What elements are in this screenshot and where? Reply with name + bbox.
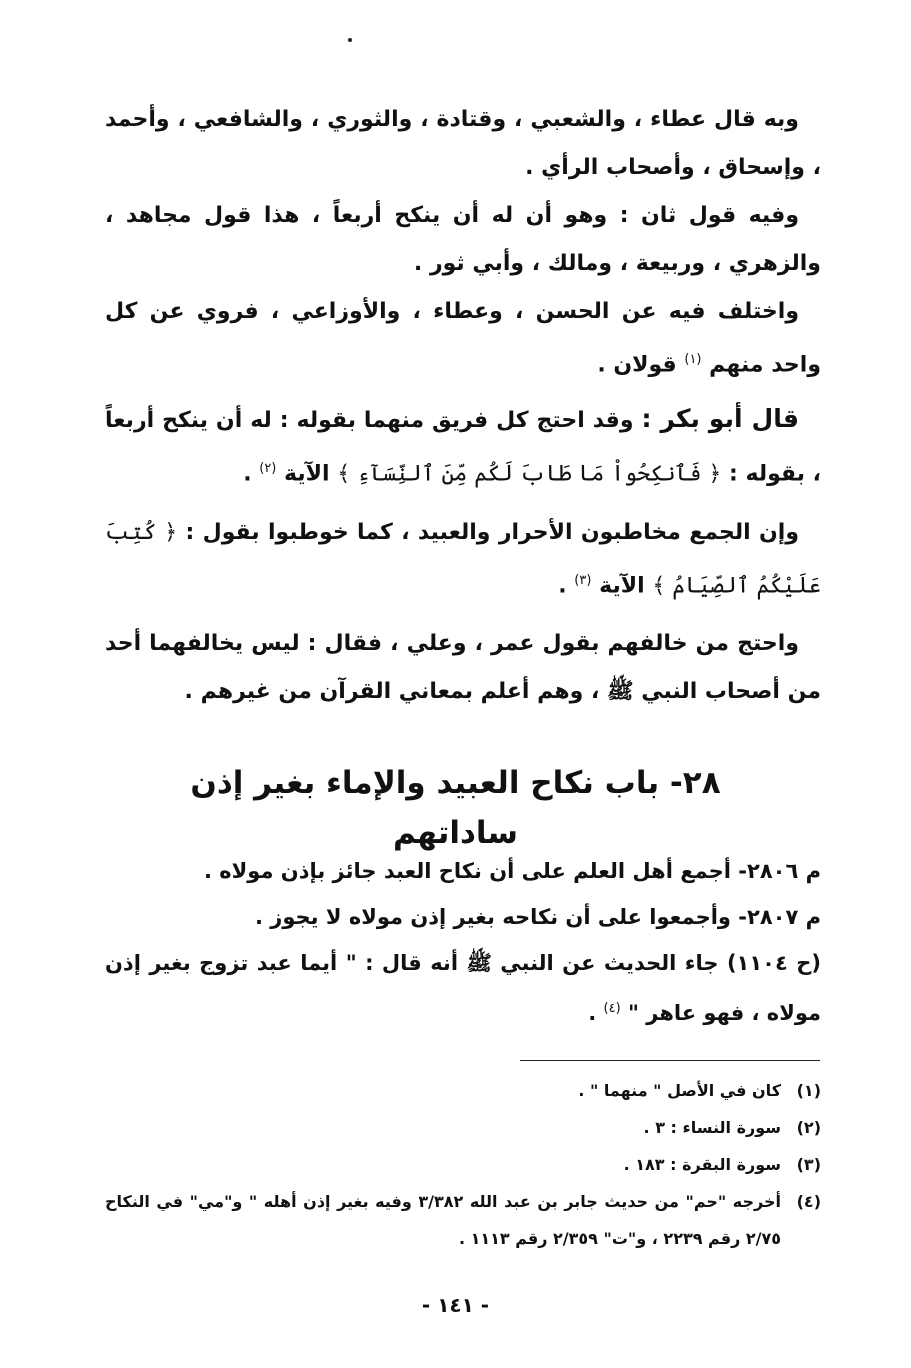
aya-word-1: الآية <box>284 461 330 487</box>
footnote-3-number: (٣) <box>796 1155 821 1174</box>
paragraph-4-text: وقد احتج كل فريق منهما بقوله : له أن ينكح أربعاً ، بقوله : <box>105 408 821 487</box>
paragraph-3-tail: قولان . <box>597 352 677 378</box>
paragraph-5: وإن الجمع مخاطبون الأحرار والعبيد ، كما خوطبوا بقول : ﴿ كُتِبَ عَلَيْكُمُ ٱلصِّيَامُ ﴾ الآية $^{(٣)}$ . <box>105 519 821 598</box>
footnotes <box>105 1072 821 1257</box>
paragraph-2 <box>105 192 821 288</box>
chapter-heading: ٢٨- باب نكاح العبيد والإماء بغير إذن ساداتهم <box>190 765 721 851</box>
paragraph-1 <box>105 96 821 192</box>
paragraph-3-text: واختلف فيه عن الحسن ، وعطاء ، والأوزاعي ، فروي عن كل واحد منهم <box>105 299 821 378</box>
hadith-1104-text: (ح ١١٠٤) جاء الحديث عن النبي ﷺ أنه قال : " أيما عبد تزوج بغير إذن مولاه ، فهو عاهر " <box>105 951 821 1025</box>
paragraph-6-text: واحتج من خالفهم بقول عمر ، وعلي ، فقال : ليس يخالفهما أحد من أصحاب النبي ﷺ ، وهم أعلم بمعاني القرآن من غيرهم . <box>105 630 821 704</box>
footnote-2-text: سورة النساء : ٣ . <box>643 1118 781 1137</box>
abu-bakr-lead: قال أبو بكر : <box>641 404 799 434</box>
footnote-3 <box>105 1146 821 1183</box>
footnote-ref-4: (٤) <box>603 1001 621 1016</box>
page-number: - ١٤١ - <box>421 1293 490 1317</box>
paragraph-5-text: وإن الجمع مخاطبون الأحرار والعبيد ، كما خوطبوا بقول : <box>185 519 799 545</box>
footnote-4 <box>105 1183 821 1257</box>
ruling-2807: م ٢٨٠٧- وأجمعوا على أن نكاحه بغير إذن مولاه لا يجوز . <box>255 905 821 929</box>
main-text <box>105 96 821 716</box>
paragraph-3 <box>105 288 821 389</box>
rulings-section <box>105 848 821 1036</box>
quran-verse-siyam: ﴿ كُتِبَ عَلَيْكُمُ ٱلصِّيَامُ ﴾ <box>105 519 821 598</box>
paragraph-2-text: وفيه قول ثان : وهو أن له أن ينكح أربعاً ، هذا قول مجاهد ، والزهري ، وربيعة ، ومالك ، وأبي ثور . <box>105 203 821 276</box>
ruling-2806: م ٢٨٠٦- أجمع أهل العلم على أن نكاح العبد جائز بإذن مولاه . <box>203 859 821 883</box>
quran-verse-nisa: ﴿ فَٱنكِحُواْ مَا طَابَ لَكُم مِّنَ ٱلنِّسَآءِ ﴾ <box>337 461 722 487</box>
hadith-1104-tail: . <box>588 1001 597 1025</box>
ink-speck <box>348 38 352 42</box>
footnote-separator <box>520 1060 820 1061</box>
paragraph-1-text: وبه قال عطاء ، والشعبي ، وقتادة ، والثوري ، والشافعي ، وأحمد ، وإسحاق ، وأصحاب الرأي . <box>105 107 821 180</box>
footnote-ref-1: (١) <box>684 352 702 367</box>
paragraph-6 <box>105 620 821 716</box>
footnote-ref-2: (٢) <box>259 461 277 477</box>
footnote-1 <box>105 1072 821 1109</box>
hadith-1104 <box>105 940 821 1036</box>
paragraph-4: قال أبو بكر : وقد احتج كل فريق منهما بقوله : له أن ينكح أربعاً ، بقوله : ﴿ فَٱنكِحُواْ مَا طَابَ لَكُم مِّنَ ٱلنِّسَآءِ ﴾ الآية $^{(٢)}$ . <box>105 404 821 487</box>
footnote-1-text: كان في الأصل " منهما " . <box>578 1081 781 1100</box>
footnote-4-number: (٤) <box>796 1192 821 1211</box>
footnote-2 <box>105 1109 821 1146</box>
aya-word-2: الآية <box>599 572 645 598</box>
footnote-3-text: سورة البقرة : ١٨٣ . <box>623 1155 781 1174</box>
footnote-2-number: (٢) <box>796 1118 821 1137</box>
footnote-1-number: (١) <box>796 1081 821 1100</box>
footnote-4-text: أخرجه "حم" من حديث جابر بن عبد الله ٣/٣٨٢ وفيه بغير إذن أهله " و"مي" في النكاح ٢/٧٥ رقم ٢٢٣٩ ، و"ت" ٢/٣٥٩ رقم ١١١٣ . <box>105 1192 782 1248</box>
footnote-ref-3: (٣) <box>574 572 592 588</box>
